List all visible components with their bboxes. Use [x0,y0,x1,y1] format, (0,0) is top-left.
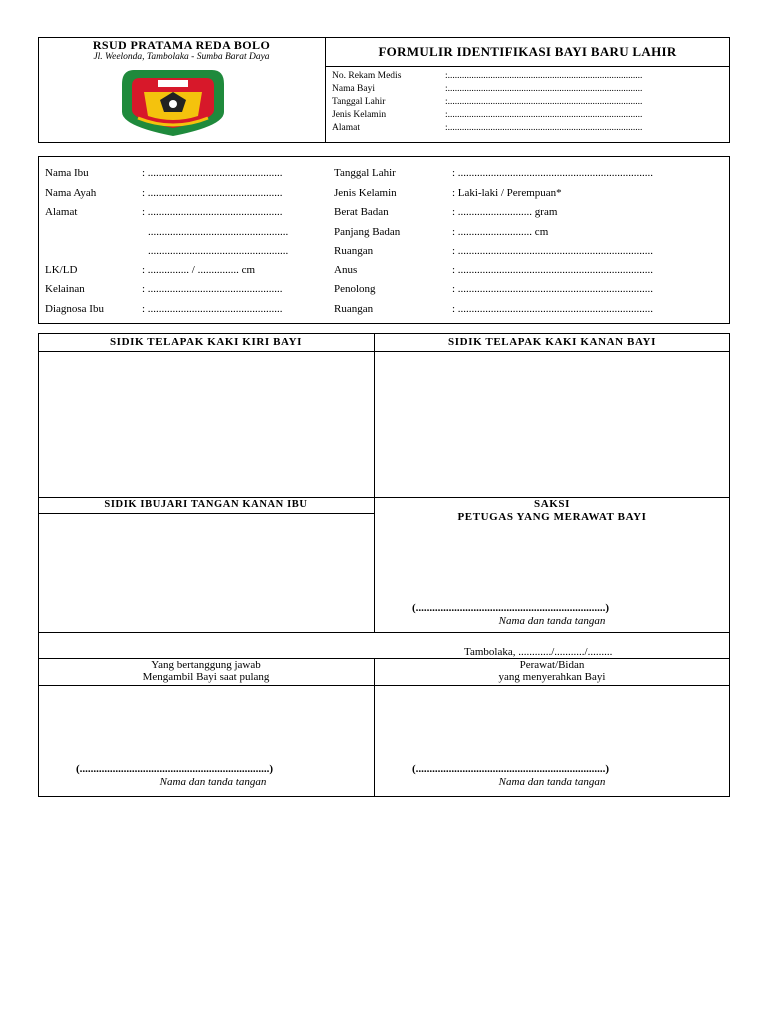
handover-right-caption: Nama dan tanda tangan [498,776,606,788]
info-value-anus[interactable]: : ....................................................................... [452,264,654,276]
info-label-kelainan: Kelainan [45,283,85,295]
form-title: FORMULIR IDENTIFIKASI BAYI BARU LAHIR [378,44,677,59]
info-value-alamat[interactable]: : ................................................. [142,206,283,218]
header-field-value[interactable]: :.................................................................................. [445,110,643,120]
info-label-nama-ibu: Nama Ibu [45,167,89,179]
info-label-anus: Anus [334,264,358,276]
header-field-value[interactable]: :.................................................................................. [445,71,643,81]
info-value-kelainan[interactable]: : ................................................. [142,283,283,295]
info-label-tanggal-lahir: Tanggal Lahir [334,167,396,179]
logo-emblem-icon [118,66,228,138]
place-date[interactable]: Tambolaka, ............/.........../......... [464,646,613,658]
info-label-diagnosa-ibu: Diagnosa Ibu [45,303,104,315]
info-value-tanggal-lahir[interactable]: : ....................................................................... [452,167,654,179]
info-value-nama-ayah[interactable]: : ................................................. [142,187,283,199]
handover-right-line1: Perawat/Bidan [519,659,585,671]
witness-caption: Nama dan tanda tangan [498,615,606,627]
section-3-line [38,632,730,633]
header-field-label: Jenis Kelamin [332,110,387,120]
info-value-nama-ibu[interactable]: : ................................................. [142,167,283,179]
footprint-right-title: SIDIK TELAPAK KAKI KANAN BAYI [448,336,656,348]
handover-left-line1: Yang bertanggung jawab [151,659,261,671]
info-value-berat-badan[interactable]: : ........................... gram [452,206,558,218]
handover-header-line [38,685,730,686]
info-box [38,156,730,324]
info-label-ruangan-2: Ruangan [334,303,374,315]
info-value-diagnosa-ibu[interactable]: : ................................................. [142,303,283,315]
hospital-logo [118,66,228,138]
header-field-label: Tanggal Lahir [332,97,386,107]
info-label-penolong: Penolong [334,283,376,295]
handover-right-line2: yang menyerahkan Bayi [498,671,606,683]
footprint-left-title: SIDIK TELAPAK KAKI KIRI BAYI [109,336,303,348]
handover-left-signature[interactable]: (.....................................................................) [76,763,274,775]
info-label-jenis-kelamin: Jenis Kelamin [334,187,397,199]
info-value-lkld[interactable]: : ............... / ............... cm [142,264,256,276]
info-value-penolong[interactable]: : ....................................................................... [452,283,654,295]
section-2-line [38,497,730,498]
info-value-ruangan-2[interactable]: : ....................................................................... [452,303,654,315]
handover-right-signature[interactable]: (.....................................................................) [412,763,610,775]
mother-print-area[interactable] [39,514,373,631]
info-label-alamat: Alamat [45,206,78,218]
title-underline [325,66,730,67]
witness-signature-line[interactable]: (.....................................................................) [412,602,610,614]
info-value-alamat-line3[interactable]: ................................................... [148,245,289,257]
hospital-name: RSUD PRATAMA REDA BOLO [92,38,271,52]
witness-subtitle: PETUGAS YANG MERAWAT BAYI [457,511,647,523]
header-field-value[interactable]: :.................................................................................. [445,123,643,133]
header-field-label: Nama Bayi [332,84,376,94]
handover-top-line [38,658,730,659]
info-value-panjang-badan[interactable]: : ........................... cm [452,226,549,238]
header-field-label: Alamat [332,123,360,133]
handover-left-line2: Mengambil Bayi saat pulang [142,671,270,683]
header-field-value[interactable]: :.................................................................................. [445,97,643,107]
info-label-ruangan: Ruangan [334,245,374,257]
info-label-lkld: LK/LD [45,264,78,276]
handover-left-caption: Nama dan tanda tangan [159,776,267,788]
info-value-jenis-kelamin[interactable]: : Laki-laki / Perempuan* [452,187,562,199]
hospital-address: Jl. Weelonda, Tambolaka - Sumba Barat Daya [93,52,270,62]
info-label-berat-badan: Berat Badan [334,206,389,218]
info-value-alamat-line2[interactable]: ................................................... [148,226,289,238]
footprint-left-area[interactable] [39,352,373,496]
header-field-value[interactable]: :.................................................................................. [445,84,643,94]
witness-title: SAKSI [533,498,571,510]
header-field-label: No. Rekam Medis [332,71,402,81]
info-value-ruangan[interactable]: : ....................................................................... [452,245,654,257]
footprint-right-area[interactable] [375,352,729,496]
mother-print-title: SIDIK IBUJARI TANGAN KANAN IBU [104,499,308,510]
info-label-nama-ayah: Nama Ayah [45,187,97,199]
info-label-panjang-badan: Panjang Badan [334,226,401,238]
